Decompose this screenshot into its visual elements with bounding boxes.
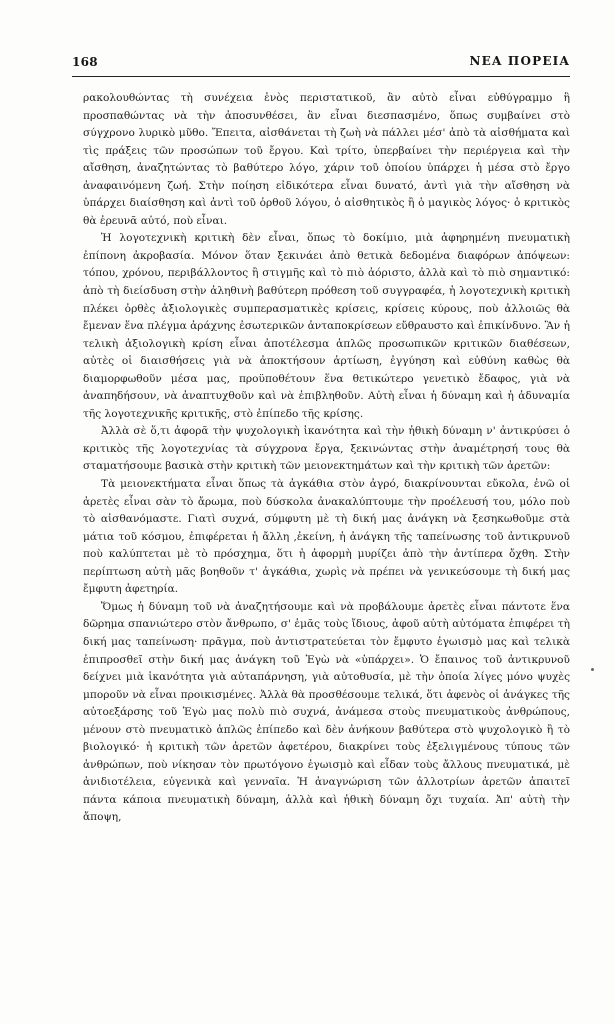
page-number: 168	[72, 55, 98, 69]
paragraph-5: Ὅμως ἡ δύναμη τοῦ νὰ ἀναζητήσουμε καὶ νὰ προβάλουμε ἀρετὲς εἶναι πάντοτε ἕνα δῶρημα σπανιώτερο στὸν ἄνθρωπο, σ' ἐμᾶς τοὺς ἴδιους, ἀφοῦ αὐτὴ αὐτόματα ἐπιφέρει τὴ δική μας ταπείνωση· πρᾶγμα, ποὺ ἀντιστρατεύεται τὸν ἔμφυτο ἐγωισμὸ μας καὶ τελικὰ ἐπιπροσθεῖ στὴν δική μας ἀνάγκη τοῦ Ἐγὼ νὰ «ὑπάρχει». Ὁ ἔπαινος τοῦ ἀντικρυνοῦ δείχνει μιὰ ἱκανότητα γιὰ αὐταπάρνηση, γιὰ αὐτοθυσία, μὲ τὴν ὁποία λίγες μόνο ψυχὲς μποροῦν νὰ εἶναι προικισμένες. Ἀλλὰ θὰ προσθέσουμε τελικά, ὅτι ἀφενὸς οἱ ἀνάγκες τῆς αὐτοεξάρσης τοῦ Ἐγὼ μας πολὺ πιὸ συχνά, ἀνάμεσα στοὺς πνευματικοὺς ἀνθρώπους, μένουν στὸ πνευματικὸ ἁπλῶς ἐπίπεδο καὶ δὲν ἀνήκουν βαθύτερα στὸ ψυχολογικὸ ἢ τὸ βιολογικό· ἡ κριτικὴ τῶν ἀρετῶν ἀφετέρου, διακρίνει τοὺς ἐξελιγμένους τύπους τῶν ἀνθρώπων, ποὺ νίκησαν τὸν πρωτόγονο ἐγωισμὸ καὶ εἶδαν τοὺς ἄλλους πνευματικά, μὲ ἀνιδιοτέλεια, εὐγενικὰ καὶ γενναῖα. Ἡ ἀναγνώριση τῶν ἀλλοτρίων ἀρετῶν ἀπαιτεῖ πάντα κάποια πνευματικὴ δύναμη, ἀλλὰ καὶ ἠθικὴ δύναμη ὄχι τυχαία. Ἀπ' αὐτὴ τὴν ἄποψη,	[83, 600, 570, 824]
running-title: ΝΕΑ ΠΟΡΕΙΑ	[469, 54, 570, 68]
margin-speck	[591, 668, 594, 671]
header-rule	[72, 76, 570, 77]
paragraph-3: Ἀλλὰ σὲ ὅ,τι ἀφορᾶ τὴν ψυχολογικὴ ἱκανότητα καὶ τὴν ἠθικὴ δύναμη ν' ἀντικρύσει ὁ κριτικὸς τῆς λογοτεχνίας τὰ σύγχρονα ἔργα, ξεκινώντας στὴν ἀναμέτρησή τους θὰ σταματήσουμε βασικὰ στὴν κριτικὴ τῶν μειονεκτημάτων καὶ τὴν κριτικὴ τῶν ἀρετῶν:	[83, 425, 570, 473]
page-header	[72, 52, 570, 74]
body-text	[83, 90, 570, 827]
paragraph-1: ρακολουθώντας τὴ συνέχεια ἑνὸς περιστατικοῦ, ἂν αὐτὸ εἶναι εὐθύγραμμο ἢ προσπαθώντας νὰ τὴν ἀποσυνθέσει, ἂν εἶναι διεσπασμένο, ὅπως συμβαίνει στὸ σύγχρονο λυρικὸ μῦθο. Ἔπειτα, αἰσθάνεται τὴ ζωὴ νὰ πάλλει μέσ' ἀπὸ τὰ αἰσθήματα καὶ τὶς πράξεις τῶν προσώπων τοῦ ἔργου. Καὶ τρίτο, ὑπερβαίνει τὴν περιέργεια καὶ τὴν αἴσθηση, ἀναζητώντας τὸ βαθύτερο λόγο, χάριν τοῦ ὁποίου ὑπάρχει ἡ μέσα στὸ ἔργο ἀναφαινόμενη ζωή. Στὴν ποίηση εἰδικότερα εἶναι δυνατό, ἀντὶ γιὰ τὴν αἴσθηση νὰ ὑπάρχει διαίσθηση καὶ ἀντὶ τοῦ ὀρθοῦ λόγου, ὁ αἰσθητικὸς ἢ ὁ μαγικὸς λόγος· ὁ κριτικὸς θὰ ἐρευνᾶ αὐτό, ποὺ εἶναι.	[83, 92, 570, 227]
paragraph-2: Ἡ λογοτεχνικὴ κριτικὴ δὲν εἶναι, ὅπως τὸ δοκίμιο, μιὰ ἀφηρημένη πνευματικὴ ἐπίπονη ἀκροβασία. Μόνον ὅταν ξεκινάει ἀπὸ θετικὰ δεδομένα διαφόρων ἀπόψεων: τόπου, χρόνου, περιβάλλοντος ἢ στιγμῆς καὶ τὸ πιὸ ἀόριστο, ἀλλὰ καὶ τὸ πιὸ σημαντικό: ἀπὸ τὴ διείσδυση στὴν ἀληθινὴ βαθύτερη πρόθεση τοῦ συγγραφέα, ἡ λογοτεχνικὴ κριτικὴ πλέκει ὀρθὲς ἀξιολογικὲς συμπερασματικὲς κρίσεις, κρίσεις κύρους, ποὺ ἀλλοιῶς θὰ ἔμεναν ἕνα πλέγμα ἀράχνης ἐσωτερικῶν ἀνταποκρίσεων εὔθραυστο καὶ ἐπικίνδυνο. Ἂν ἡ τελικὴ ἀξιολογικὴ κρίση εἶναι ἀποτέλεσμα ἁπλῶς προσωπικῶν κριτικῶν διαθέσεων, αὐτὲς οἱ διαισθήσεις γιὰ νὰ ἀποκτήσουν ἀρτίωση, ἐγγύηση καὶ εὐθύνη καθὼς θὰ διαμορφωθοῦν μέσα μας, προϋποθέτουν ἕνα θετικώτερο γενετικὸ ἔδαφος, γιὰ νὰ ἀναπηδήσουν, νὰ ἀναπτυχθοῦν καὶ νὰ ἐπιβληθοῦν. Αὐτὴ εἶναι ἡ δύναμη καὶ ἡ ἀδυναμία τῆς λογοτεχνικῆς κριτικῆς, στὸ ἐπίπεδο τῆς κρίσης.	[83, 232, 570, 420]
paragraph-4: Τὰ μειονεκτήματα εἶναι ὅπως τὰ ἀγκάθια στὸν ἀγρό, διακρίνουνται εὔκολα, ἐνῶ οἱ ἀρετὲς εἶναι σὰν τὸ ἄρωμα, ποὺ δύσκολα ἀνακαλύπτουμε τὴν προέλευσή του, μόλο ποὺ τὸ αἰσθανόμαστε. Γιατὶ συχνά, σύμφυτη μὲ τὴ δική μας ἀνάγκη νὰ ξεσηκωθοῦμε στὰ μάτια τοῦ κόσμου, ἐπιφέρεται ἡ ἄλλη ,ἐκείνη, ἡ ἀνάγκη τῆς ταπείνωσης τοῦ ἀντικρυνοῦ ποὺ καλύπτεται μὲ τὸ πρόσχημα, ὅτι ἡ ἀφορμὴ μυρίζει ἀπὸ τὴν ἀντίπερα ὄχθη. Στὴν περίπτωση αὐτὴ μᾶς βοηθοῦν τ' ἀγκάθια, χωρὶς νὰ πρέπει νὰ γενικεύσουμε τὴ δική μας ἔμφυτη ἀφετηρία.	[83, 478, 570, 596]
